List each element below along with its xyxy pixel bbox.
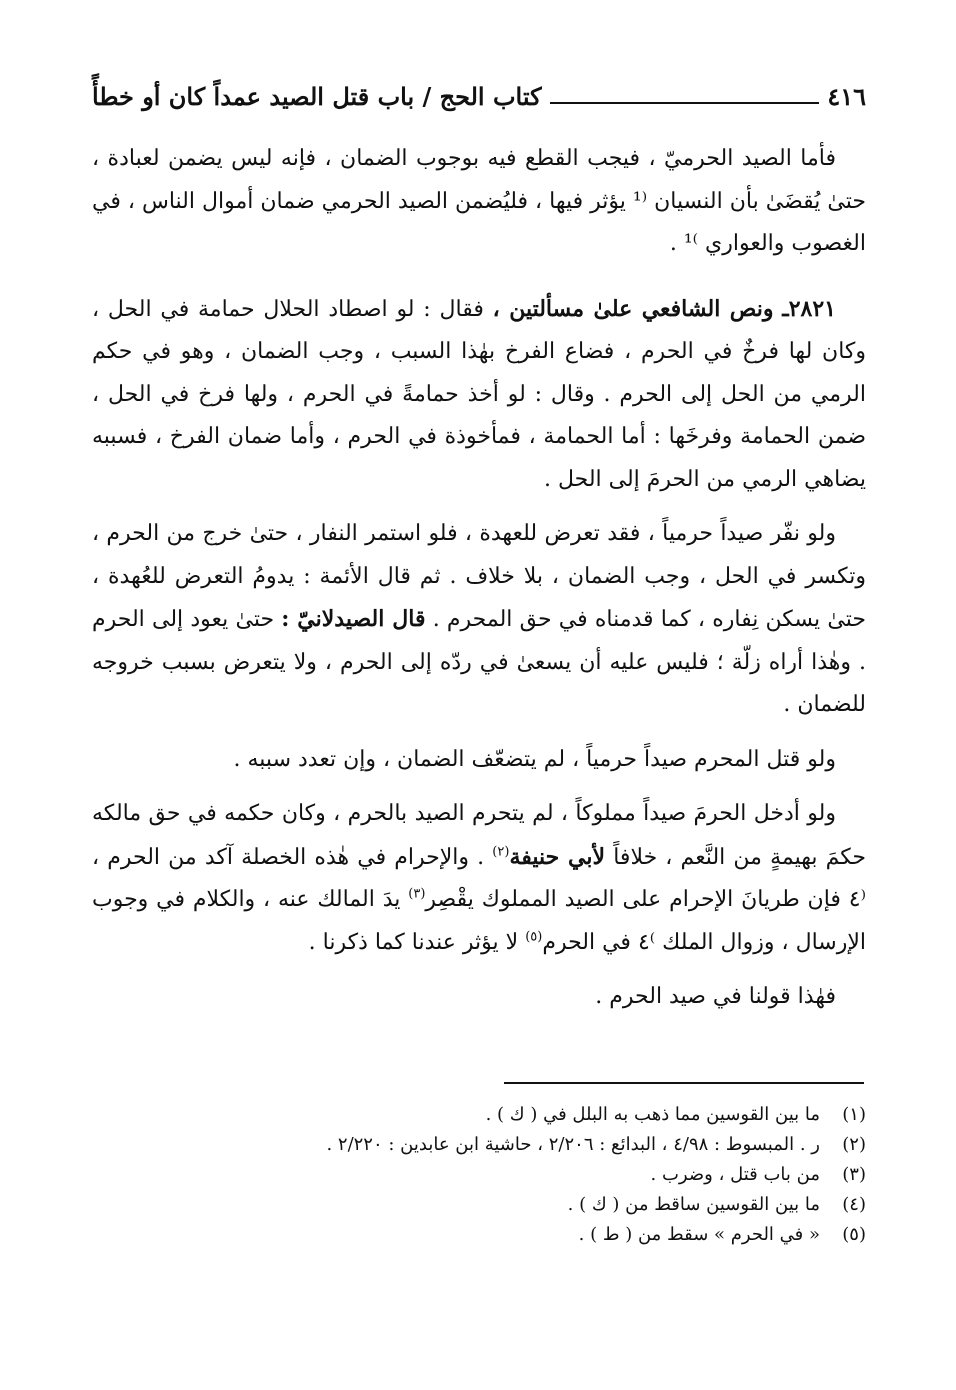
paragraph-3 (92, 513, 866, 727)
footnote-ref-5[interactable]: (٥) (525, 929, 543, 945)
footnote-item (92, 1220, 866, 1250)
issue-text: فقال : لو اصطاد الحلال حمامة في الحل ، وكان لها فرخٌ في الحرم ، فضاع الفرخ بهٰذا السبب ، وجب الضمان ، وهو في حكم الرمي من الحل إلى الحرم . وقال : لو أخذ حمامةً في الحرم ، ولها فرخ في الحل ، ضمن الحمامة وفرخَها : أما الحمامة ، فمأخوذة في الحرم ، وأما ضمان الفرخ ، فسببه يضاهي الرمي من الحرمَ إلى الحل . (92, 296, 866, 492)
body-text (92, 138, 866, 1019)
paragraph-3-text-b: حتىٰ يعود إلى الحرم . وهٰذا أراه زلّة ؛ فليس عليه أن يسعىٰ في ردّه إلى الحرم ، ولا يتعرض بسبب خروجه للضمان . (92, 607, 866, 717)
footnote-text: ما بين القوسين مما ذهب به البلل في ( ك ) . (485, 1104, 820, 1125)
header-rule (550, 88, 820, 104)
scholar-name: قال الصيدلانيّ : (281, 606, 426, 632)
footnote-item (92, 1100, 866, 1130)
footnotes (92, 1100, 866, 1250)
paragraph-1: فأما الصيد الحرميّ ، فيجب القطع فيه بوجوب الضمان ، فإنه ليس يضمن لعبادة ، حتىٰ يُقضَىٰ بأن النسيان ⁽¹ يؤثر فيها ، فليُضمن الصيد الحرمي ضمان أموال الناس ، في الغصوب والعواري ⁾¹ . (92, 146, 866, 256)
scholar-name-abu-hanifa: لأبي حنيفة (509, 843, 606, 870)
paragraph-5 (92, 793, 866, 964)
paragraph-2821 (92, 288, 866, 502)
paragraph-5-text-a: ولو أدخل الحرمَ صيداً مملوكاً ، لم يتحرم الصيد بالحرم ، وكان حكمه في حق مالكه حكمَ بهيمةٍ من النَّعم ، خلافاً (92, 801, 867, 870)
issue-number: ٢٨٢١ـ (782, 295, 836, 322)
footnote-number: (٤) (842, 1194, 866, 1215)
footnote-rule (504, 1082, 864, 1084)
footnote-number: (٣) (842, 1164, 866, 1185)
page-number: ٤١٦ (827, 81, 866, 111)
footnote-text: من باب قتل ، وضرب . (650, 1164, 820, 1185)
footnote-number: (١) (842, 1104, 866, 1125)
footnote-text: « في الحرم » سقط من ( ط ) . (578, 1224, 820, 1245)
footnote-item (92, 1160, 866, 1190)
paragraph-6: فهٰذا قولنا في صيد الحرم . (595, 984, 836, 1009)
paragraph-4: ولو قتل المحرم صيداً حرمياً ، لم يتضعّف الضمان ، وإن تعدد سببه . (233, 746, 836, 772)
page-header (92, 76, 866, 116)
footnote-ref-3[interactable]: (٣) (408, 886, 426, 902)
footnote-number: (٥) (842, 1224, 866, 1245)
running-title: كتاب الحج / باب قتل الصيد عمداً كان أو خطأً (92, 81, 542, 111)
footnote-text: ما بين القوسين ساقط من ( ك ) . (567, 1194, 820, 1215)
paragraph-3-text-a: ولو نفّر صيداً حرمياً ، فقد تعرض للعهدة ، فلو استمر النفار ، حتىٰ خرج من الحرم ، وتكسر في الحل ، وجب الضمان ، بلا خلاف . ثم قال الأئمة : يدومُ التعرض للعُهدة ، حتىٰ يسكن نِفاره ، كما قدمناه في حق المحرم . (92, 521, 866, 632)
paragraph-5-text-b: . والإحرام في هٰذه الخصلة آكد من الحرم ، ⁽٤ فإن طريانَ الإحرام على الصيد المملوك يقْصِر (92, 844, 867, 912)
footnote-number: (٢) (842, 1134, 866, 1155)
footnote-item (92, 1190, 866, 1220)
footnote-item (92, 1130, 866, 1160)
paragraph-5-text-c: يدَ المالك عنه ، والكلام في وجوب الإرسال ، وزوال الملك ⁾٤ في الحرم (92, 887, 866, 955)
issue-lead: ونص الشافعي علىٰ مسألتين ، (492, 295, 774, 322)
footnote-text: ر . المبسوط : ٤/٩٨ ، البدائع : ٢/٢٠٦ ، حاشية ابن عابدين : ٢/٢٢٠ . (326, 1134, 820, 1155)
footnote-ref-2[interactable]: (٢) (492, 844, 510, 860)
paragraph-5-text-d: لا يؤثر عندنا كما ذكرنا . (308, 929, 519, 955)
